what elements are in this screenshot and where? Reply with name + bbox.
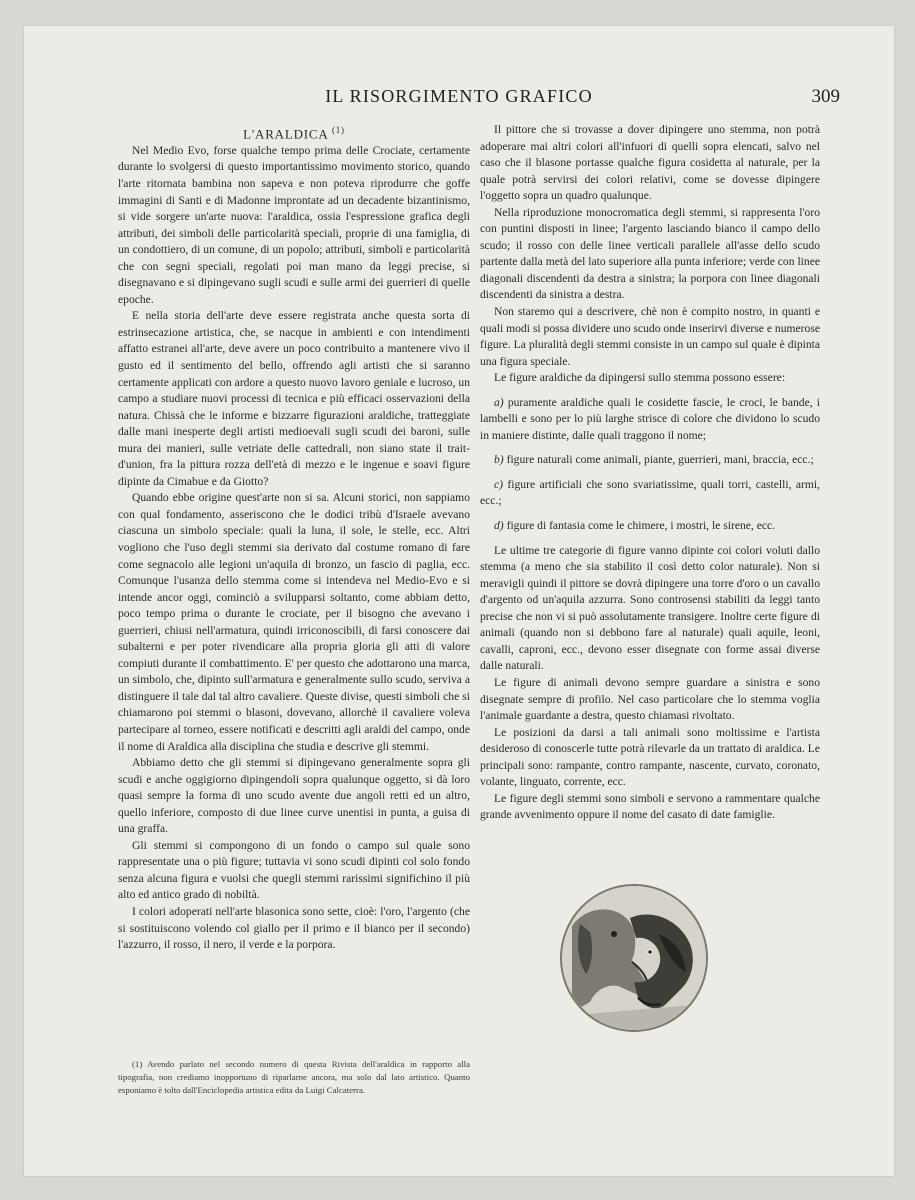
paragraph: Abbiamo detto che gli stemmi si dipingevano generalmente sopra gli scudi e anche oggigiorno dipingendoli sopra qualunque oggetto, si dà loro quasi sempre la forma di uno scudo avente due angoli retti ed un altro, quello inferiore, composto di due linee curve unentisi in punta, a guisa di una graffa.: [118, 756, 470, 836]
page-number: 309: [811, 86, 840, 107]
running-head: [24, 86, 894, 110]
paragraph: Gli stemmi si compongono di un fondo o campo sul quale sono rappresentate una o più figure; tuttavia vi sono scudi dipinti col solo fondo senza alcuna figura e vuolsi che quegli stemmi rarissimi significhino il più alto ed antico grado di nobiltà.: [118, 838, 470, 902]
paragraph: Le ultime tre categorie di figure vanno dipinte coi colori voluti dallo stemma (a meno che sia stabilito il così detto color naturale). Non si meravigli quindi il pittore se dovrà dipingere una torre d'oro o un cavallo d'argento od un'aquila azzurra. Sono controsensi stabiliti da leggi tanto precise che non vi si può assolutamente transigere. Inoltre certe figure di animali (quando non si debbono fare al naturale) quali aquile, leoni, cavalli, caproni, ecc., devono esser disegnate con forme assai diverse dalle naturali.: [480, 543, 820, 673]
list-marker: d): [494, 519, 504, 533]
right-column: [480, 122, 820, 824]
footnote: [118, 1058, 470, 1098]
paragraph: I colori adoperati nell'arte blasonica sono sette, cioè: l'oro, l'argento (che si sostituiscono volendo col giallo per il primo e il bianco per il secondo) l'azzurro, il rosso, il nero, il verde e la porpora.: [118, 905, 470, 952]
list-marker: b): [494, 453, 504, 467]
list-text: figure naturali come animali, piante, guerrieri, mani, braccia, ecc.;: [506, 453, 814, 467]
paragraph: Le figure degli stemmi sono simboli e servono a rammentare qualche grande avvenimento oppure il nome del casato di date famiglie.: [480, 791, 820, 822]
footnote-reference: (1): [331, 125, 345, 135]
paragraph: Nel Medio Evo, forse qualche tempo prima delle Crociate, certamente durante lo svolgersi di questo importantissimo movimento storico, quando l'arte ritornata bambina non sapeva e non poteva riprodurre che goffe immagini di Santi e di Madonne improntate ad un decadente bizantinismo, si vide sorgere un'arte nuova: l'araldica, ossia l'espressione grafica degli attributi, dei simboli delle particolarità speciali, proprie di una famiglia, di un condottiero, di un comune, di un popolo; attributi, simboli e particolarità che con segni speciali, regolati poi man mano da leggi precise, si disegnavano e si dipingevano sugli scudi e sulle armi dei guerrieri di quelle epoche.: [118, 143, 470, 306]
list-text: puramente araldiche quali le cosidette fascie, le croci, le bande, i lambelli e sono per lo più larghe strisce di colore che dividono lo scudo in maniere distinte, dalle quali traggono il nome;: [480, 395, 820, 442]
paragraph: Le figure di animali devono sempre guardare a sinistra e sono disegnate sempre di profilo. Nel caso particolare che lo stemma voglia l'animale guardante a destra, questo chiamasi rivoltato.: [480, 675, 820, 723]
list-item: [480, 395, 820, 445]
dog-illustration: [562, 886, 706, 1030]
running-title: IL RISORGIMENTO GRAFICO: [325, 86, 593, 106]
article-title: [118, 122, 470, 143]
paragraph: Il pittore che si trovasse a dover dipingere uno stemma, non potrà adoperare mai altri colori all'infuori di quelli sopra elencati, salvo nel caso che il blasone portasse qualche figura cosidetta al naturale, per la quale potrà servirsi dei colori relativi, come se dovesse dipingere l'oggetto sopra un quadro qualunque.: [480, 123, 820, 203]
paragraph: Non staremo qui a descrivere, chè non è compito nostro, in quanti e quali modi si possa dividere uno scudo onde inserirvi diverse e numerose figure. La pluralità degli stemmi consiste in un campo sul quale è dipinta una figura speciale.: [480, 305, 820, 368]
paragraph: Le posizioni da darsi a tali animali sono moltissime e l'artista desideroso di conoscerle tutte potrà rilevarle da un trattato di araldica. Le principali sono: rampante, contro rampante, nascente, curvato, coronato, volante, linguato, corrente, ecc.: [480, 725, 820, 789]
list-item: [480, 452, 820, 469]
footnote-text: (1) Avendo parlato nel secondo numero di questa Rivista dell'araldica in rapporto alla tipografia, non crediamo inopportuno di riparlarne ancora, ma solo dal lato artistico. Quanto esponiamo è tolto dall'Enciclopedia artistica edita da Luigi Calcaterra.: [118, 1059, 470, 1096]
list-marker: c): [494, 477, 504, 491]
paragraph: Quando ebbe origine quest'arte non si sa. Alcuni storici, non sappiamo con qual fondamento, asseriscono che le dodici tribù d'Israele avevano ciascuna un simbolo speciale: quali la luna, il sole, le stelle, ecc. Altri vogliono che l'uso degli stemmi sia derivato dal costume romano di fare come segnacolo alle legioni un'aquila di bronzo, un fascio di paglia, ecc. Comunque l'usanza dello stemma come si intendeva nel Medio-Evo e si intende ancor oggi, cominciò a svilupparsi soltanto, come abbiam detto, poco tempo prima o durante le crociate, per il bisogno che avevano i guerrieri, chiusi nell'armatura, quindi irriconoscibili, di farsi conoscere dai subalterni e per poter rivendicare alla propria gloria gli atti di valore compiuti durante il combattimento. E' per questo che adottarono una marca, un simbolo, che, dipinto sull'armatura e generalmente sullo scudo, serviva a distinguere il tale dal tal altro cavaliere. Queste divise, questi simboli che si chiamarono poi stemmi o blasoni, dovevano, allorchè il cavaliere voleva partecipare al torneo, essere notificati e descritti agli araldi del campo, onde il nome di Araldica alla disciplina che studia e descrive gli stemmi.: [118, 491, 470, 753]
list-marker: a): [494, 395, 504, 409]
article-title-text: L'ARALDICA: [243, 126, 328, 142]
two-dogs-medallion: [560, 884, 708, 1032]
paragraph: E nella storia dell'arte deve essere registrata anche questa sorta di estrinsecazione artistica, che, se nacque in ambienti e con intendimenti affatto estranei all'arte, deve avere un poco contribuito a mantenere vivo il gusto ed il sentimento del bello, offrendo agli artisti che si saranno certamente applicati con ardore a questo nuovo lavoro geniale e lucroso, un campo a studiare nuovi processi di tecnica e più efficaci osservazioni della natura. Chissà che le informe e bizzarre figurazioni araldiche, tratteggiate dalle mani inesperte degli artisti medioevali sugli scudi dei baroni, sulle mura dei manieri, sulle vetriate delle cattedrali, non siano state il trait-d'union, fra la pittura rozza dell'età di mezzo e le ingenue e soavi figure dipinte da Cimabue e da Giotto?: [118, 309, 470, 488]
list-item: [480, 477, 820, 510]
left-column: [118, 122, 470, 954]
page-sheet: [24, 26, 894, 1176]
list-text: figure artificiali che sono svariatissime, quali torri, castelli, armi, ecc.;: [480, 477, 820, 508]
paragraph: Le figure araldiche da dipingersi sullo stemma possono essere:: [494, 371, 786, 385]
list-text: figure di fantasia come le chimere, i mostri, le sirene, ecc.: [506, 519, 776, 533]
list-item: [480, 518, 820, 535]
paragraph: Nella riproduzione monocromatica degli stemmi, si rappresenta l'oro con puntini disposti in linee; l'argento lasciando bianco il campo dello scudo; il rosso con delle linee verticali parallele all'asse dello scudo partente dalla metà del lato superiore alla punta inferiore; verde con linee diagonali discendenti da destra a sinistra; la porpora con linee diagonali discendenti da sinistra a destra.: [480, 205, 820, 302]
